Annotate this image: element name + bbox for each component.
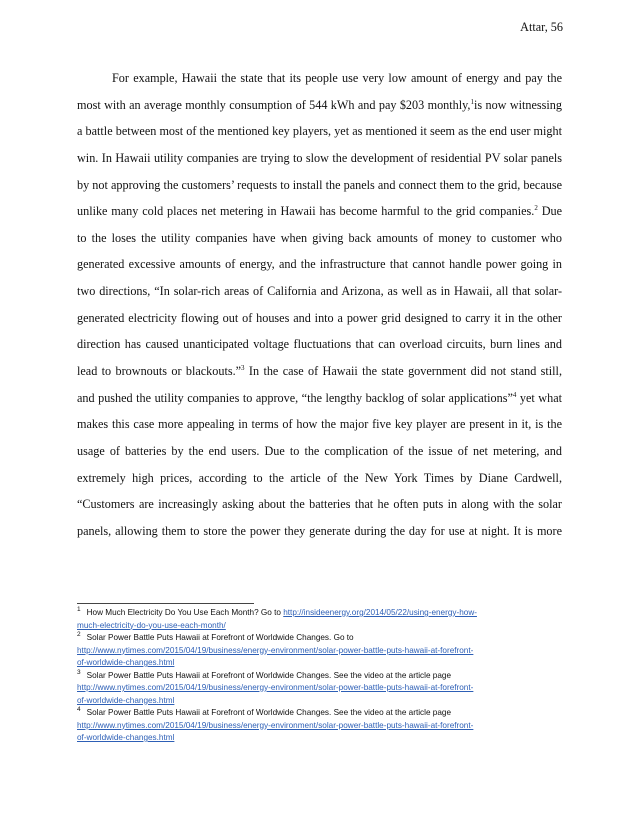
footnote-3 [77, 670, 567, 683]
footnote-link[interactable]: http://www.nytimes.com/2015/04/19/business/energy-environment/solar-power-battle-puts-hawaii-at-forefront- [77, 645, 474, 655]
footnote-number: 1 [77, 606, 81, 614]
body-line: to the loses the utility companies have when giving back amounts of money to customer who [77, 230, 562, 245]
body-line: a battle between most of the mentioned key players, yet as mentioned it seem as the end user might [77, 124, 562, 139]
footnote-link[interactable]: http://www.nytimes.com/2015/04/19/business/energy-environment/solar-power-battle-puts-hawaii-at-forefront- [77, 683, 474, 692]
body-line: two directions, “In solar-rich areas of California and Arizona, as well as in Hawaii, all that solar- [77, 284, 562, 299]
footnote-link[interactable]: of-worldwide-changes.html [77, 733, 175, 742]
footnote-number: 4 [77, 706, 81, 714]
footnote-number: 2 [77, 631, 81, 639]
body-line: by not approving the customers’ requests to install the panels and connect them to the grid, because [77, 177, 562, 192]
footnote-link[interactable]: of-worldwide-changes.html [77, 658, 175, 667]
body-line: “Customers are increasingly asking about the batteries that he often puts in along with the solar [77, 497, 562, 512]
body-line: win. In Hawaii utility companies are trying to slow the development of residential PV solar panels [77, 150, 562, 165]
footnote-link-line [77, 720, 567, 733]
footnote-2 [77, 632, 567, 645]
footnote-4 [77, 707, 567, 720]
body-line: direction has caused unanticipated voltage fluctuations that can overload circuits, burn lines and [77, 337, 562, 352]
footnote-link-line [77, 682, 567, 695]
footnote-text: Solar Power Battle Puts Hawaii at Forefront of Worldwide Changes. See the video at the article page [86, 708, 452, 717]
body-line: generated electricity flowing out of houses and into a power grid designed to carry it in the other [77, 310, 562, 325]
body-line: usage of batteries by the end users. Due to the complication of the issue of net metering, and [77, 443, 562, 458]
footnote-link-line [77, 645, 567, 658]
body-line: most with an average monthly consumption of 544 kWh and pay $203 monthly,$^1$is now witnessing [77, 97, 562, 112]
footnote-number: 3 [77, 668, 81, 676]
footnote-text: How Much Electricity Do You Use Each Month? Go to [86, 608, 284, 617]
footnote-link-line [77, 657, 567, 670]
body-paragraph [77, 65, 562, 545]
running-header: Attar, 56 [520, 20, 563, 34]
footnote-link-line [77, 732, 567, 745]
footnote-link[interactable]: http://www.nytimes.com/2015/04/19/business/energy-environment/solar-power-battle-puts-hawaii-at-forefront- [77, 720, 474, 730]
footnote-link[interactable]: of-worldwide-changes.html [77, 695, 175, 705]
body-line: makes this case more appealing in terms of how the major five key player are present in it, is the [77, 417, 562, 432]
body-line: and pushed the utility companies to approve, “the lengthy backlog of solar applications”$^4$ yet what [77, 390, 562, 405]
footnote-separator [77, 603, 254, 604]
footnote-link[interactable]: much-electricity-do-you-use-each-month/ [77, 620, 226, 630]
footnote-text: Solar Power Battle Puts Hawaii at Forefront of Worldwide Changes. See the video at the article page [86, 670, 452, 680]
footnote-link-line [77, 695, 567, 708]
body-line: generated excessive amounts of energy, and the infrastructure that cannot handle power going in [77, 257, 562, 272]
body-line: lead to brownouts or blackouts.”$^3$ In the case of Hawaii the state government did not stand still, [77, 363, 562, 379]
body-line: unlike many cold places net metering in Hawaii has become harmful to the grid companies.$^2$ Due [77, 204, 562, 219]
footnote-text: Solar Power Battle Puts Hawaii at Forefront of Worldwide Changes. Go to [86, 633, 354, 642]
footnotes-section [77, 607, 567, 745]
footnote-1 [77, 607, 567, 620]
body-line: panels, allowing them to store the power they generate during the day for use at night. It is more [77, 523, 562, 538]
body-line: extremely high prices, according to the article of the New York Times by Diane Cardwell, [77, 470, 562, 485]
footnote-link[interactable]: http://insideenergy.org/2014/05/22/using-energy-how- [283, 608, 477, 617]
footnote-link-line [77, 620, 567, 633]
body-line: For example, Hawaii the state that its people use very low amount of energy and pay the [112, 71, 562, 85]
